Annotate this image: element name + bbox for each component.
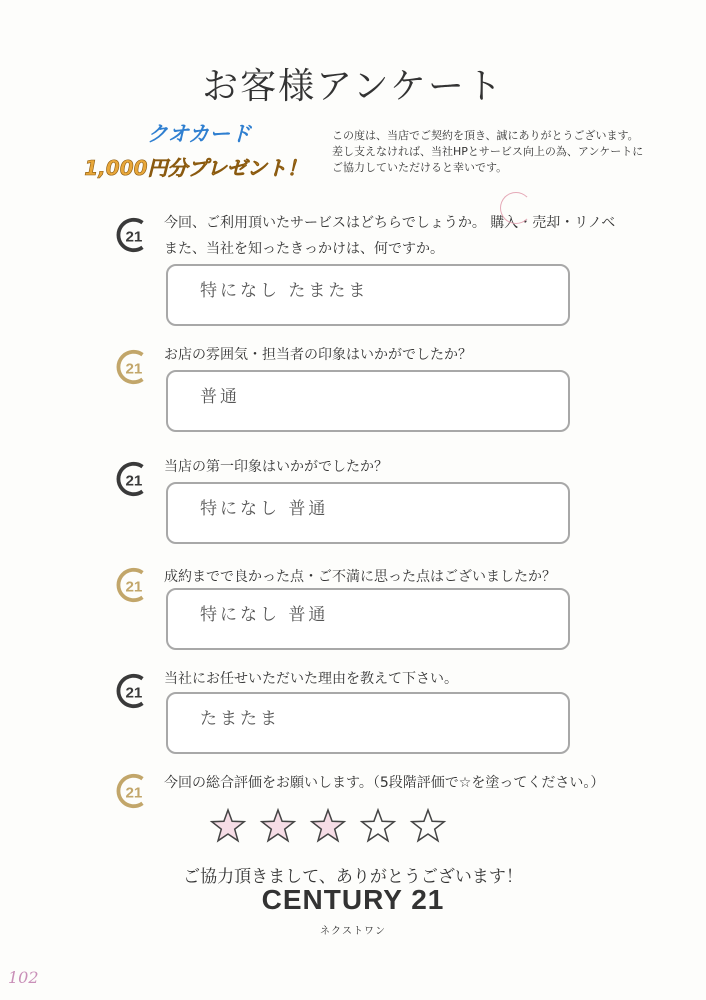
century21-logo-icon xyxy=(114,672,152,710)
logo-text: 21 xyxy=(125,784,143,802)
logo-text: 21 xyxy=(125,360,143,378)
star-filled-icon[interactable] xyxy=(262,810,294,841)
answer-box-2[interactable] xyxy=(166,370,570,432)
intro-line: この度は、当店でご契約を頂き、誠にありがとうございます。 xyxy=(332,129,639,142)
star-empty-icon[interactable] xyxy=(362,810,394,841)
star-filled-icon[interactable] xyxy=(312,810,344,841)
thanks-message: ご協力頂きまして、ありがとうございます！ xyxy=(183,867,523,887)
question-3-text: 当店の第一印象はいかがでしたか？ xyxy=(164,459,388,475)
answer-1-text: 特になし たまたま xyxy=(200,281,369,301)
page-number: 102 xyxy=(8,968,39,987)
logo-text: 21 xyxy=(125,472,143,490)
answer-box-3[interactable] xyxy=(166,482,570,544)
century21-logo-icon xyxy=(114,348,152,386)
question-4-text: 成約までで良かった点・ご不満に思った点はございましたか？ xyxy=(164,569,556,585)
question-1-line-1: 今回、ご利用頂いたサービスはどちらでしょうか。 購入・売却・リノベ xyxy=(164,215,616,231)
answer-2-text: 普通 xyxy=(200,387,240,407)
brand-subtitle: ネクストワン xyxy=(320,926,386,937)
question-1-line-2: また、当社を知ったきっかけは、何ですか。 xyxy=(164,241,444,257)
question-6-text: 今回の総合評価をお願いします。（5段階評価で☆を塗ってください。） xyxy=(164,775,605,791)
answer-box-4[interactable] xyxy=(166,588,570,650)
star-empty-icon[interactable] xyxy=(412,810,444,841)
century21-logo-icon xyxy=(114,566,152,604)
century21-logo-icon xyxy=(114,460,152,498)
brand-logo-text: CENTURY 21 xyxy=(261,884,445,915)
intro-line: 差し支えなければ、当社HPとサービス向上の為、アンケートに xyxy=(332,145,644,158)
question-2-text: お店の雰囲気・担当者の印象はいかがでしたか？ xyxy=(164,347,472,363)
promo-quo-card: クオカード xyxy=(146,122,252,146)
intro-text xyxy=(332,128,672,176)
page-title: お客様アンケート xyxy=(202,66,504,107)
selection-circle-mark xyxy=(500,192,532,224)
century21-logo-icon xyxy=(114,772,152,810)
century21-logo-icon xyxy=(114,216,152,254)
rating-stars[interactable] xyxy=(206,806,456,846)
promo-present: 1,000円分プレゼント！ xyxy=(84,156,307,180)
logo-text: 21 xyxy=(125,578,143,596)
answer-5-text: たまたま xyxy=(200,709,280,729)
question-5-text: 当社にお任せいただいた理由を教えて下さい。 xyxy=(164,671,458,687)
answer-3-text: 特になし 普通 xyxy=(200,499,329,519)
star-filled-icon[interactable] xyxy=(212,810,244,841)
logo-text: 21 xyxy=(125,684,143,702)
intro-line: ご協力していただけると幸いです。 xyxy=(332,161,508,174)
answer-4-text: 特になし 普通 xyxy=(200,605,329,625)
answer-box-5[interactable] xyxy=(166,692,570,754)
logo-text: 21 xyxy=(125,228,143,246)
answer-box-1[interactable] xyxy=(166,264,570,326)
